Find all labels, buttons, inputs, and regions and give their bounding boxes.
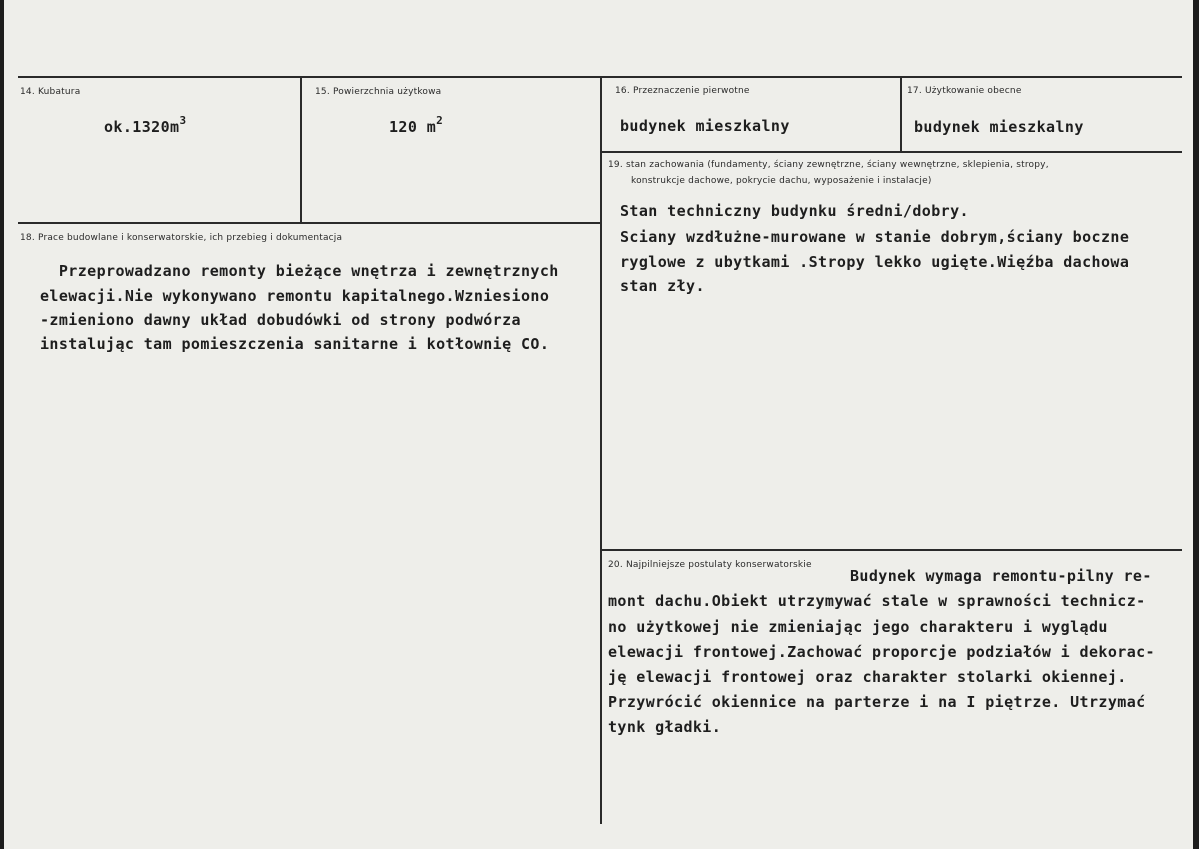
- field-18-line-1: Przeprowadzano remonty bieżące wnętrza i zewnętrznych: [40, 262, 559, 280]
- field-20-line-6: Przywrócić okiennice na parterze i na I piętrze. Utrzymać: [608, 693, 1146, 711]
- field-20-line-7: tynk gładki.: [608, 718, 722, 736]
- field-20-line-4: elewacji frontowej.Zachować proporcje podziałów i dekorac-: [608, 643, 1155, 661]
- field-20-label: 20. Najpilniejsze postulaty konserwatorskie: [608, 560, 812, 570]
- field-18-label: 18. Prace budowlane i konserwatorskie, ich przebieg i dokumentacja: [20, 233, 343, 243]
- field-18-line-2: elewacji.Nie wykonywano remontu kapitalnego.Wzniesiono: [40, 287, 550, 305]
- field-14-value: [104, 116, 186, 136]
- field-19-line-2: Sciany wzdłużne-murowane w stanie dobrym,ściany boczne: [620, 228, 1130, 246]
- field-19-line-3: ryglowe z ubytkami .Stropy lekko ugięte.Więźba dachowa: [620, 253, 1130, 271]
- field-19-label: 19. stan zachowania (fundamenty, ściany zewnętrzne, ściany wewnętrzne, sklepienia, stropy,: [608, 160, 1049, 170]
- field-18-line-4: instalując tam pomieszczenia sanitarne i kotłownię CO.: [40, 335, 550, 353]
- field-16-label: 16. Przeznaczenie pierwotne: [615, 86, 750, 96]
- field-15-exponent: 2: [436, 114, 444, 127]
- field-14-number: ok.1320m: [104, 118, 180, 136]
- field-17-label: 17. Użytkowanie obecne: [907, 86, 1022, 96]
- field-15-label: 15. Powierzchnia użytkowa: [315, 87, 442, 97]
- field-19-line-4: stan zły.: [620, 277, 705, 295]
- field-19-line-1: Stan techniczny budynku średni/dobry.: [620, 202, 969, 220]
- row1-bottom-rule-left: [18, 222, 602, 224]
- field-20-line-2: mont dachu.Obiekt utrzymywać stale w sprawności technicz-: [608, 592, 1146, 610]
- field-19-label-cont: konstrukcje dachowe, pokrycie dachu, wyposażenie i instalacje): [631, 176, 932, 186]
- field-18-line-3: -zmieniono dawny układ dobudówki od strony podwórza: [40, 311, 521, 329]
- field-17-value: budynek mieszkalny: [914, 118, 1084, 136]
- field-15-number: 120 m: [389, 118, 437, 136]
- divider-main: [600, 76, 602, 824]
- field-14-label: 14. Kubatura: [20, 87, 81, 97]
- field-20-line-1: Budynek wymaga remontu-pilny re-: [850, 567, 1152, 585]
- field-20-line-5: ję elewacji frontowej oraz charakter stolarki okiennej.: [608, 668, 1127, 686]
- row1-bottom-rule-right: [600, 151, 1182, 153]
- field-15-value: [389, 116, 443, 136]
- field-16-value: budynek mieszkalny: [620, 117, 790, 135]
- divider-14-15: [300, 76, 302, 223]
- field-14-exponent: 3: [179, 114, 187, 127]
- field-20-top-rule: [600, 549, 1182, 551]
- divider-16-17: [900, 76, 902, 152]
- field-20-line-3: no użytkowej nie zmieniając jego charakteru i wyglądu: [608, 618, 1108, 636]
